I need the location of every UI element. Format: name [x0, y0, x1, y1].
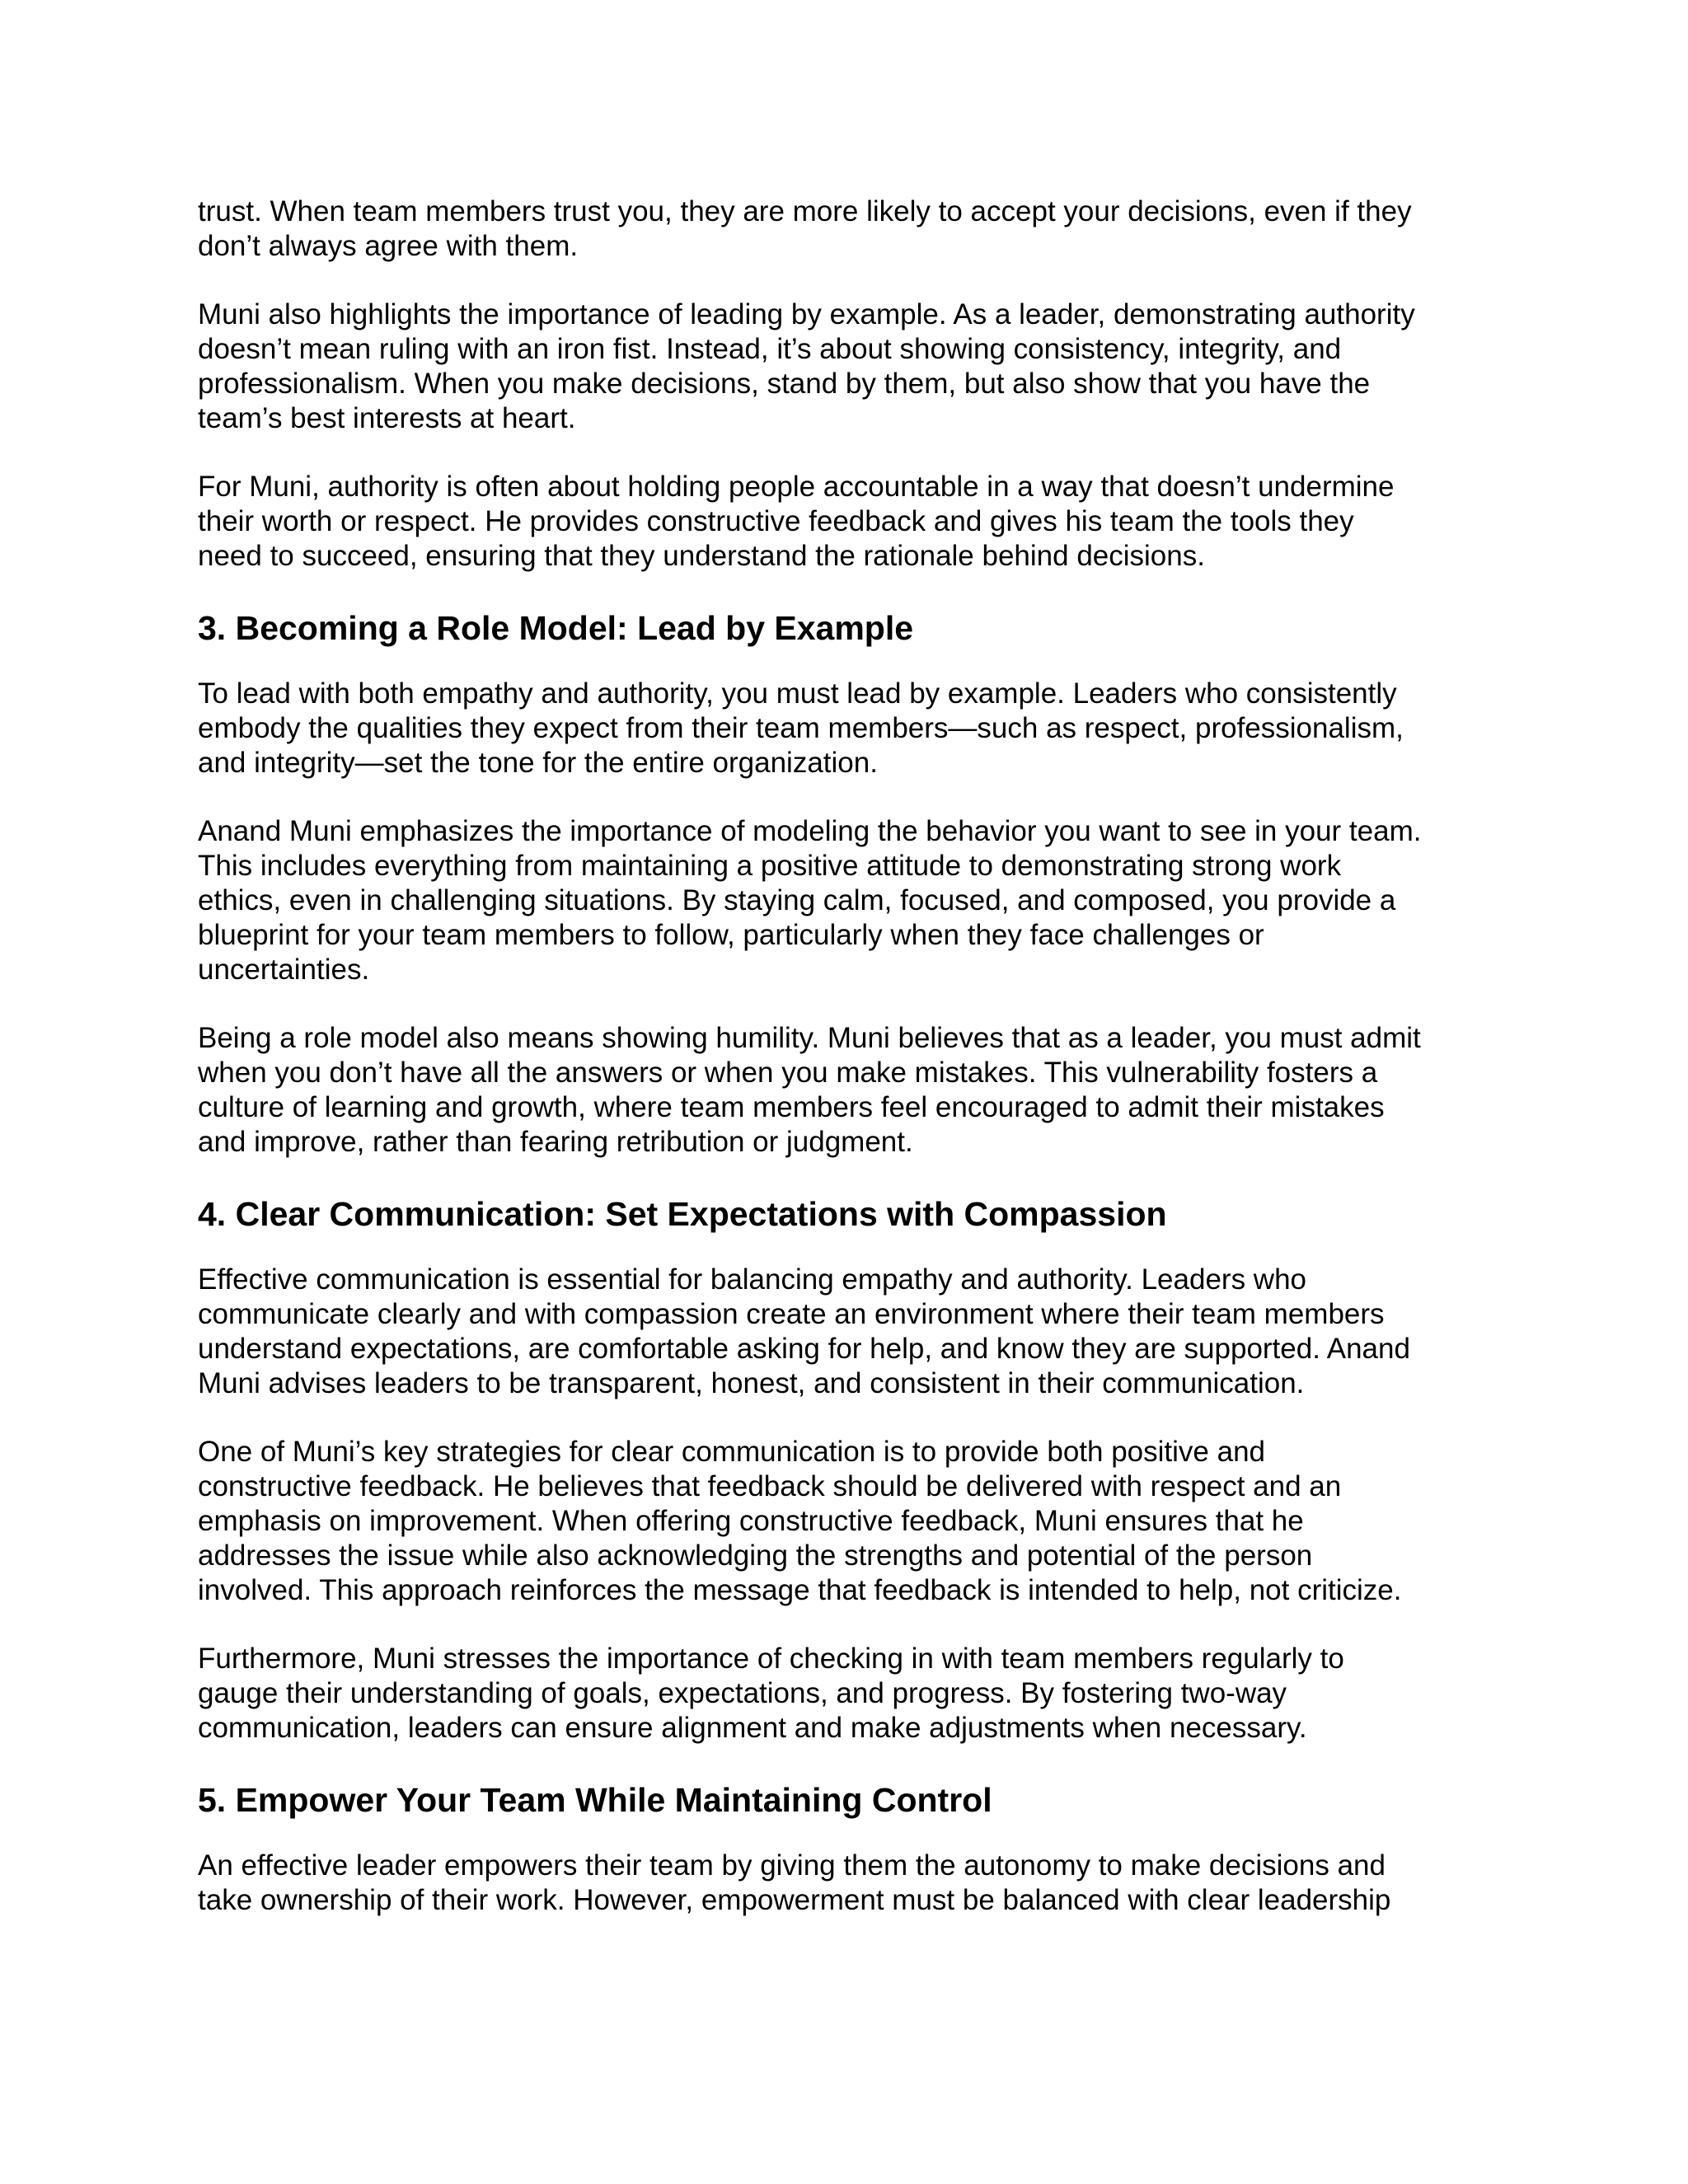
paragraph-line: and improve, rather than fearing retribution or judgment. — [198, 1126, 913, 1158]
body-paragraph — [198, 1849, 1500, 1918]
paragraph-line: their worth or respect. He provides constructive feedback and gives his team the tools they — [198, 505, 1354, 537]
paragraph-line: ethics, even in challenging situations. By staying calm, focused, and composed, you provide a — [198, 884, 1396, 916]
paragraph-line: blueprint for your team members to follow, particularly when they face challenges or — [198, 919, 1264, 951]
paragraph-line: constructive feedback. He believes that feedback should be delivered with respect and an — [198, 1470, 1342, 1502]
paragraph-line: communication, leaders can ensure alignment and make adjustments when necessary. — [198, 1712, 1307, 1744]
paragraph-line: An effective leader empowers their team by giving them the autonomy to make decisions and — [198, 1849, 1386, 1882]
paragraph-line: take ownership of their work. However, empowerment must be balanced with clear leadership — [198, 1884, 1391, 1916]
paragraph-line: involved. This approach reinforces the message that feedback is intended to help, not criticize. — [198, 1574, 1402, 1606]
paragraph-line: This includes everything from maintaining a positive attitude to demonstrating strong work — [198, 850, 1342, 882]
section-heading: 5. Empower Your Team While Maintaining Control — [198, 1781, 992, 1819]
paragraph-line: emphasis on improvement. When offering constructive feedback, Muni ensures that he — [198, 1505, 1304, 1537]
paragraph-line: when you don’t have all the answers or when you make mistakes. This vulnerability fosters a — [198, 1057, 1378, 1089]
paragraph-line: addresses the issue while also acknowledging the strengths and potential of the person — [198, 1540, 1313, 1572]
body-paragraph — [198, 814, 1500, 987]
body-paragraph — [198, 1435, 1500, 1608]
paragraph-line: don’t always agree with them. — [198, 230, 579, 262]
paragraph-line: culture of learning and growth, where team members feel encouraged to admit their mistakes — [198, 1091, 1385, 1123]
body-paragraph — [198, 470, 1500, 574]
paragraph-line: One of Muni’s key strategies for clear communication is to provide both positive and — [198, 1436, 1265, 1468]
paragraph-line: uncertainties. — [198, 954, 370, 986]
paragraph-line: professionalism. When you make decisions, stand by them, but also show that you have the — [198, 368, 1371, 400]
body-paragraph — [198, 677, 1500, 780]
paragraph-line: communicate clearly and with compassion create an environment where their team members — [198, 1298, 1385, 1330]
paragraph-line: doesn’t mean ruling with an iron fist. Instead, it’s about showing consistency, integrity, and — [198, 333, 1342, 365]
paragraph-line: understand expectations, are comfortable asking for help, and know they are supported. Anand — [198, 1333, 1410, 1365]
paragraph-line: For Muni, authority is often about holding people accountable in a way that doesn’t undermine — [198, 471, 1395, 503]
paragraph-line: trust. When team members trust you, they are more likely to accept your decisions, even if they — [198, 195, 1412, 227]
body-paragraph — [198, 1263, 1500, 1401]
body-paragraph — [198, 194, 1500, 264]
paragraph-line: team’s best interests at heart. — [198, 402, 576, 434]
body-paragraph — [198, 298, 1500, 436]
body-paragraph — [198, 1021, 1500, 1160]
paragraph-line: Muni also highlights the importance of leading by example. As a leader, demonstrating authority — [198, 298, 1415, 330]
paragraph-line: need to succeed, ensuring that they understand the rationale behind decisions. — [198, 540, 1205, 572]
body-paragraph — [198, 1642, 1500, 1746]
paragraph-line: gauge their understanding of goals, expectations, and progress. By fostering two-way — [198, 1677, 1287, 1709]
paragraph-line: To lead with both empathy and authority, you must lead by example. Leaders who consistently — [198, 677, 1397, 710]
section-heading: 4. Clear Communication: Set Expectations with Compassion — [198, 1195, 1167, 1233]
paragraph-line: Anand Muni emphasizes the importance of modeling the behavior you want to see in your team. — [198, 815, 1422, 847]
paragraph-line: Muni advises leaders to be transparent, honest, and consistent in their communication. — [198, 1367, 1305, 1399]
paragraph-line: and integrity—set the tone for the entire organization. — [198, 747, 878, 779]
paragraph-line: Furthermore, Muni stresses the importance of checking in with team members regularly to — [198, 1643, 1344, 1675]
paragraph-line: embody the qualities they expect from their team members—such as respect, professionalism, — [198, 712, 1404, 744]
paragraph-line: Being a role model also means showing humility. Muni believes that as a leader, you must admit — [198, 1022, 1421, 1054]
paragraph-line: Effective communication is essential for balancing empathy and authority. Leaders who — [198, 1263, 1307, 1296]
document-body — [198, 194, 1500, 1952]
section-heading: 3. Becoming a Role Model: Lead by Example — [198, 609, 914, 647]
